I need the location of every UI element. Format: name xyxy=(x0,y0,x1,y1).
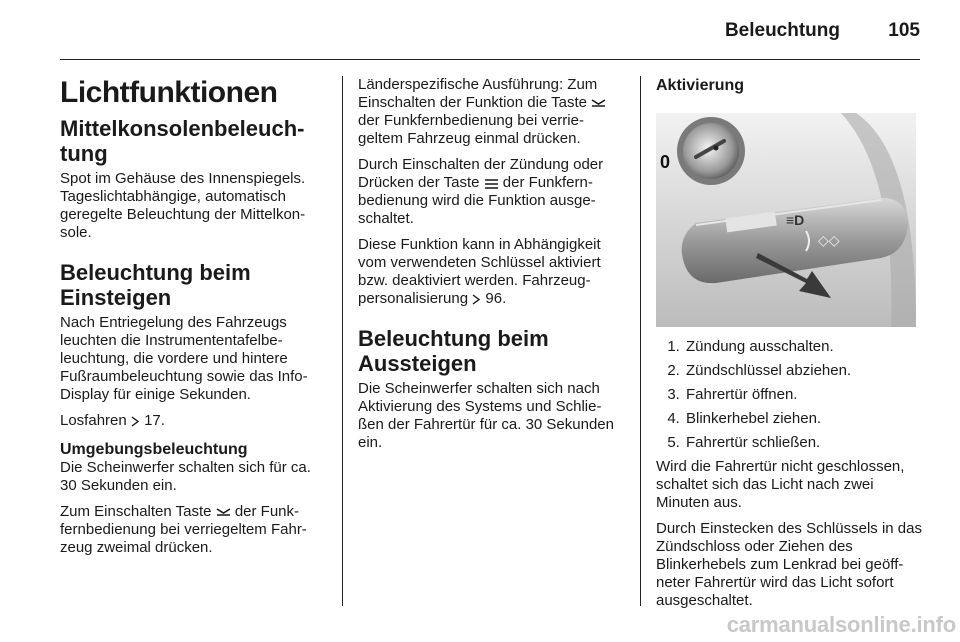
remote-unlock-button-icon xyxy=(484,178,499,189)
page-title: Beleuchtung xyxy=(724,20,840,41)
section-text-entry-light: Nach Entriegelung des Fahrzeugs leuchten die Instrumententafelbe-leuchtung, die vordere und hintere Fußraumbeleuchtung sowie das Info-Display für einige Sekunden. xyxy=(60,314,308,403)
column-divider-2 xyxy=(640,76,641,606)
text-fragment: Durch Einschalten der Zündung oder Drücken der Taste xyxy=(358,156,604,191)
activation-steps-list xyxy=(656,338,926,452)
reference-label: Losfahren xyxy=(60,412,127,429)
page-reference-icon xyxy=(131,416,140,427)
text-fragment: der Funkfern-bedienung wird die Funktion ausge-schaltet. xyxy=(358,174,596,227)
column-middle xyxy=(358,76,626,460)
main-heading: Lichtfunktionen xyxy=(60,76,278,109)
paragraph-country-version xyxy=(358,76,626,148)
text-fragment: der Funk-fernbedienung bei verriegeltem Fahr-zeug zweimal drücken. xyxy=(60,503,307,556)
section-text-ambient-light: Die Scheinwerfer schalten sich für ca. 30 Sekunden ein. xyxy=(60,459,311,494)
watermark: carmanualsonline.info xyxy=(726,612,956,637)
page-reference-icon xyxy=(472,294,481,305)
column-left xyxy=(60,76,328,565)
section-text-ambient-activation xyxy=(60,503,328,557)
text-fragment: Länderspezifische Ausführung: Zum Einschalten der Funktion die Taste xyxy=(358,76,598,111)
remote-lock-button-icon xyxy=(216,507,231,518)
section-text-exit-light: Die Scheinwerfer schalten sich nach Aktivierung des Systems und Schlie-ßen der Fahrertür für ca. 30 Sekunden ein. xyxy=(358,380,614,451)
list-item: 1. Zündung ausschalten. xyxy=(684,338,926,356)
paragraph-cancel: Durch Einstecken des Schlüssels in das Zündschloss oder Ziehen des Blinkerhebels zum Lenkrad bei geöff-neter Fahrertür wird das Licht sofort ausgeschaltet. xyxy=(656,520,922,609)
paragraph-door-open: Wird die Fahrertür nicht geschlossen, schaltet sich das Licht nach zwei Minuten aus. xyxy=(656,458,905,511)
svg-text:◇◇: ◇◇ xyxy=(818,232,840,248)
page-header xyxy=(60,0,920,60)
reference-link[interactable]: 17. xyxy=(144,412,165,429)
text-fragment: der Funkfernbedienung bei verrie-geltem Fahrzeug einmal drücken. xyxy=(358,112,584,147)
list-item: 3. Fahrertür öffnen. xyxy=(684,386,926,404)
list-item: 2. Zündschlüssel abziehen. xyxy=(684,362,926,380)
remote-lock-button-icon xyxy=(591,98,606,109)
section-heading-ambient-light: Umgebungsbeleuchtung xyxy=(60,441,248,458)
section-heading-exit-light: Beleuchtung beim Aussteigen xyxy=(358,326,549,376)
page-number: 105 xyxy=(888,20,920,41)
reference-link[interactable]: 96. xyxy=(485,290,507,307)
section-text-console-light: Spot im Gehäuse des Innenspiegels. Tageslichtabhängige, automatisch geregelte Beleuchtung der Mittelkon-sole. xyxy=(60,170,306,241)
turn-signal-lever-illustration xyxy=(656,113,916,327)
text-fragment: Diese Funktion kann in Abhängigkeit vom verwendeten Schlüssel aktiviert bzw. deaktiviert werden. Fahrzeug-personalisierung xyxy=(358,236,601,307)
section-heading-console-light: Mittelkonsolenbeleuch-tung xyxy=(60,116,305,166)
paragraph-personalization xyxy=(358,236,626,308)
ignition-lock-icon xyxy=(683,123,739,179)
text-fragment: Zum Einschalten Taste xyxy=(60,503,212,520)
ignition-position-label: 0 xyxy=(660,152,671,172)
header-divider xyxy=(60,59,920,60)
list-item: 4. Blinkerhebel ziehen. xyxy=(684,410,926,428)
svg-text:≡D: ≡D xyxy=(786,212,805,228)
list-item: 5. Fahrertür schließen. xyxy=(684,434,926,452)
page-reference-line xyxy=(60,412,328,430)
column-divider-1 xyxy=(342,76,343,606)
column-right xyxy=(656,76,926,618)
paragraph-deactivation xyxy=(358,156,626,228)
section-heading-entry-light: Beleuchtung beim Einsteigen xyxy=(60,260,251,310)
section-heading-activation: Aktivierung xyxy=(656,77,745,94)
